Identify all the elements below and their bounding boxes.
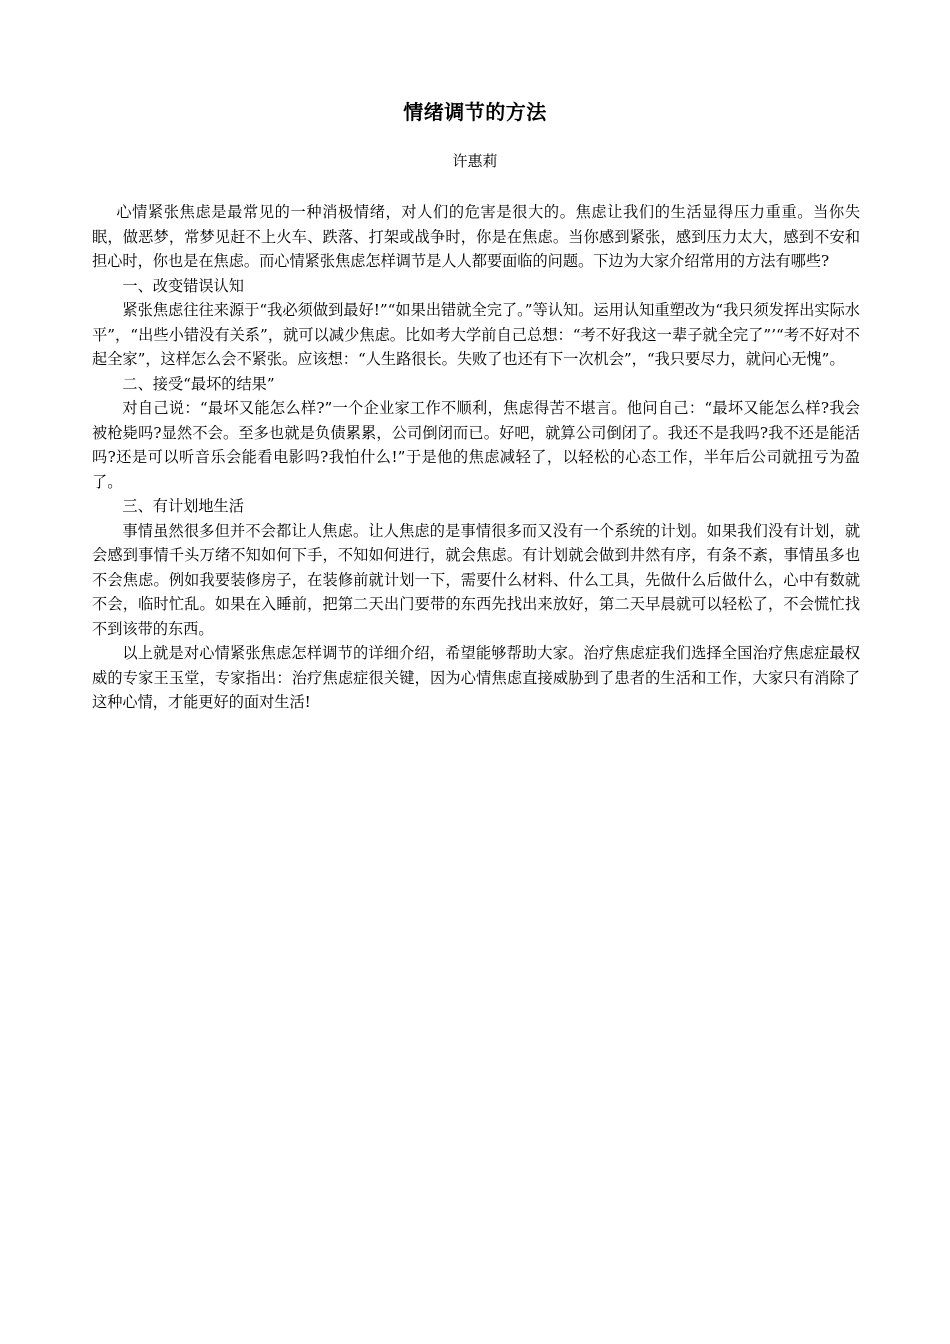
document-body xyxy=(92,200,860,715)
section-3-paragraph: 事情虽然很多但并不会都让人焦虑。让人焦虑的是事情很多而又没有一个系统的计划。如果我们没有计划，就会感到事情千头万绪不知如何下手，不知如何进行，就会焦虑。有计划就会做到井然有序，有条不紊，事情虽多也不会焦虑。例如我要装修房子，在装修前就计划一下，需要什么材料、什么工具，先做什么后做什么，心中有数就不会，临时忙乱。如果在入睡前，把第二天出门要带的东西先找出来放好，第二天早晨就可以轻松了，不会慌忙找不到该带的东西。 xyxy=(92,521,860,638)
document-author: 许惠莉 xyxy=(452,152,498,170)
section-1-paragraph: 紧张焦虑往往来源于“我必须做到最好!”“如果出错就全完了。”等认知。运用认知重塑改为“我只须发挥出实际水平”，“出些小错没有关系”，就可以减少焦虑。比如考大学前自己总想：“考不好我这一辈子就全完了”’“考不好对不起全家”，这样怎么会不紧张。应该想：“人生路很长。失败了也还有下一次机会”，“我只要尽力，就问心无愧”。 xyxy=(92,301,860,368)
section-heading-1: 一、改变错误认知 xyxy=(122,276,244,295)
intro-paragraph: 心情紧张焦虑是最常见的一种消极情绪，对人们的危害是很大的。焦虑让我们的生活显得压力重重。当你失眠，做恶梦，常梦见赶不上火车、跌落、打架或战争时，你是在焦虑。当你感到紧张，感到压力太大，感到不安和担心时，你也是在焦虑。而心情紧张焦虑怎样调节是人人都要面临的问题。下边为大家介绍常用的方法有哪些? xyxy=(92,203,860,270)
conclusion-paragraph: 以上就是对心情紧张焦虑怎样调节的详细介绍，希望能够帮助大家。治疗焦虑症我们选择全国治疗焦虑症最权威的专家王玉堂，专家指出：治疗焦虑症很关键，因为心情焦虑直接威胁到了患者的生活和工作，大家只有消除了这种心情，才能更好的面对生活! xyxy=(92,644,860,711)
document-title: 情绪调节的方法 xyxy=(403,100,547,124)
section-2-paragraph: 对自己说：“最坏又能怎么样?”一个企业家工作不顺利，焦虑得苦不堪言。他问自己：“最坏又能怎么样?我会被枪毙吗?显然不会。至多也就是负债累累，公司倒闭而已。好吧，就算公司倒闭了。我还不是我吗?我不还是能活吗?还是可以听音乐会能看电影吗?我怕什么!”于是他的焦虑减轻了，以轻松的心态工作，半年后公司就扭亏为盈了。 xyxy=(92,399,860,491)
section-heading-2: 二、接受“最坏的结果” xyxy=(122,374,275,393)
section-heading-3: 三、有计划地生活 xyxy=(122,497,244,515)
